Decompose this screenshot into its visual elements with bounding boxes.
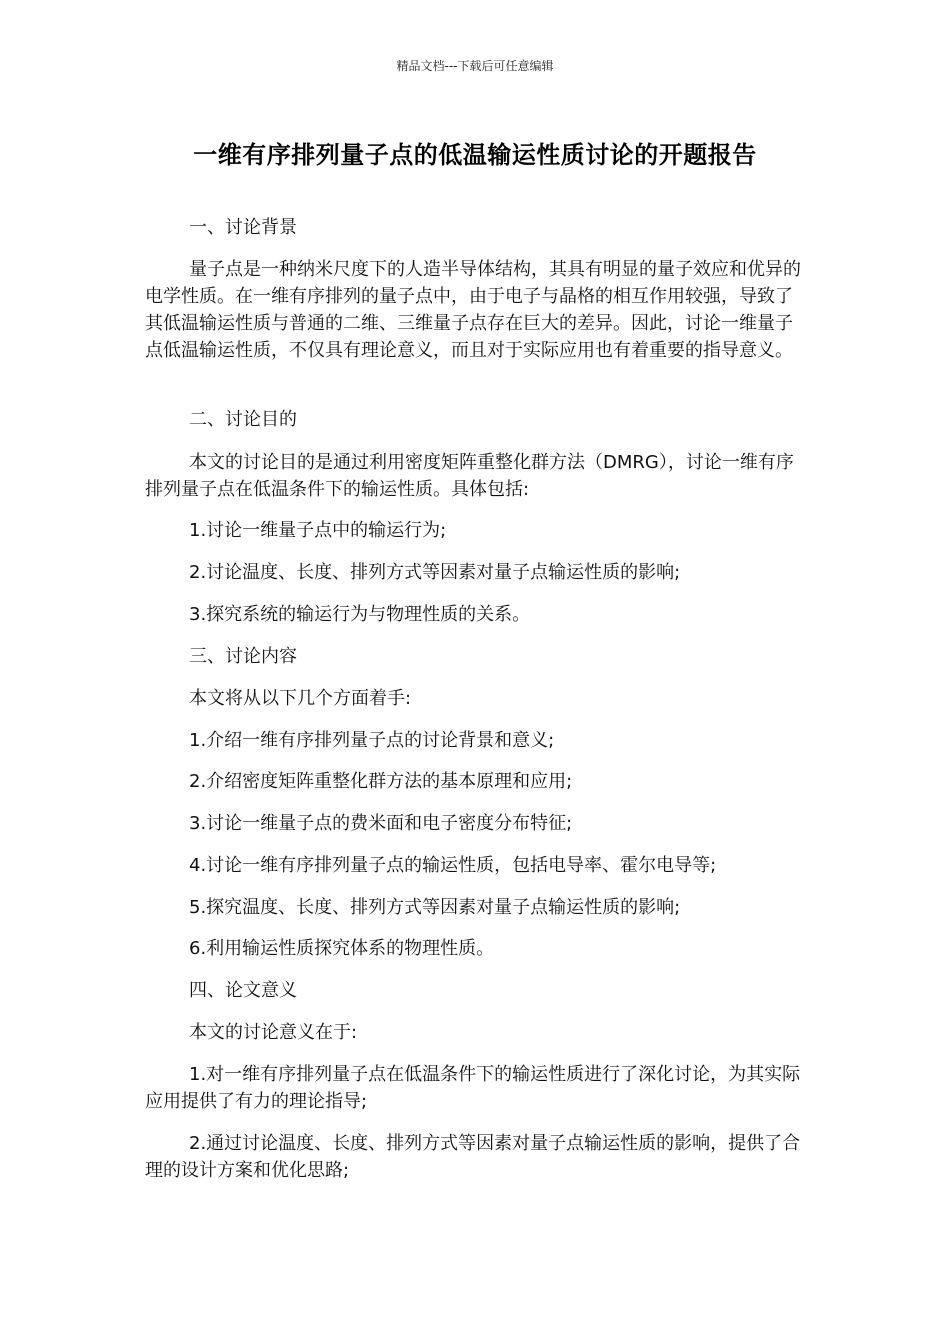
section-heading-background: 一、讨论背景 xyxy=(189,217,297,238)
list-item-significance-1: 1.对一维有序排列量子点在低温条件下的输运性质进行了深化讨论，为其实际应用提供了有力的理论指导; xyxy=(145,1064,801,1112)
list-item-content-5: 5.探究温度、长度、排列方式等因素对量子点输运性质的影响; xyxy=(189,897,681,918)
list-item-content-3: 3.讨论一维量子点的费米面和电子密度分布特征; xyxy=(189,813,573,834)
paragraph-purpose: 本文的讨论目的是通过利用密度矩阵重整化群方法（DMRG），讨论一维有序排列量子点在低温条件下的输运性质。具体包括: xyxy=(145,452,794,500)
section-heading-significance: 四、论文意义 xyxy=(189,980,297,1001)
document-title: 一维有序排列量子点的低温输运性质讨论的开题报告 xyxy=(193,141,757,169)
section-heading-content: 三、讨论内容 xyxy=(189,646,297,667)
list-item-content-6: 6.利用输运性质探究体系的物理性质。 xyxy=(189,938,495,959)
paragraph-content-intro: 本文将从以下几个方面着手: xyxy=(189,688,412,709)
section-heading-purpose: 二、讨论目的 xyxy=(189,409,297,430)
list-item-purpose-2: 2.讨论温度、长度、排列方式等因素对量子点输运性质的影响; xyxy=(189,562,681,583)
list-item-content-1: 1.介绍一维有序排列量子点的讨论背景和意义; xyxy=(189,730,555,751)
list-item-purpose-1: 1.讨论一维量子点中的输运行为; xyxy=(189,520,447,541)
paragraph-significance-intro: 本文的讨论意义在于: xyxy=(189,1022,358,1043)
list-item-content-2: 2.介绍密度矩阵重整化群方法的基本原理和应用; xyxy=(189,771,573,792)
header-watermark: 精品文档---下载后可任意编辑 xyxy=(396,59,554,73)
paragraph-background: 量子点是一种纳米尺度下的人造半导体结构，其具有明显的量子效应和优异的电学性质。在一维有序排列的量子点中，由于电子与晶格的相互作用较强，导致了其低温输运性质与普通的二维、三维量子点存在巨大的差异。因此，讨论一维量子点低温输运性质，不仅具有理论意义，而且对于实际应用也有着重要的指导意义。 xyxy=(145,259,801,361)
list-item-content-4: 4.讨论一维有序排列量子点的输运性质，包括电导率、霍尔电导等; xyxy=(189,855,717,876)
list-item-significance-2: 2.通过讨论温度、长度、排列方式等因素对量子点输运性质的影响，提供了合理的设计方案和优化思路; xyxy=(145,1133,801,1181)
list-item-purpose-3: 3.探究系统的输运行为与物理性质的关系。 xyxy=(189,604,531,625)
